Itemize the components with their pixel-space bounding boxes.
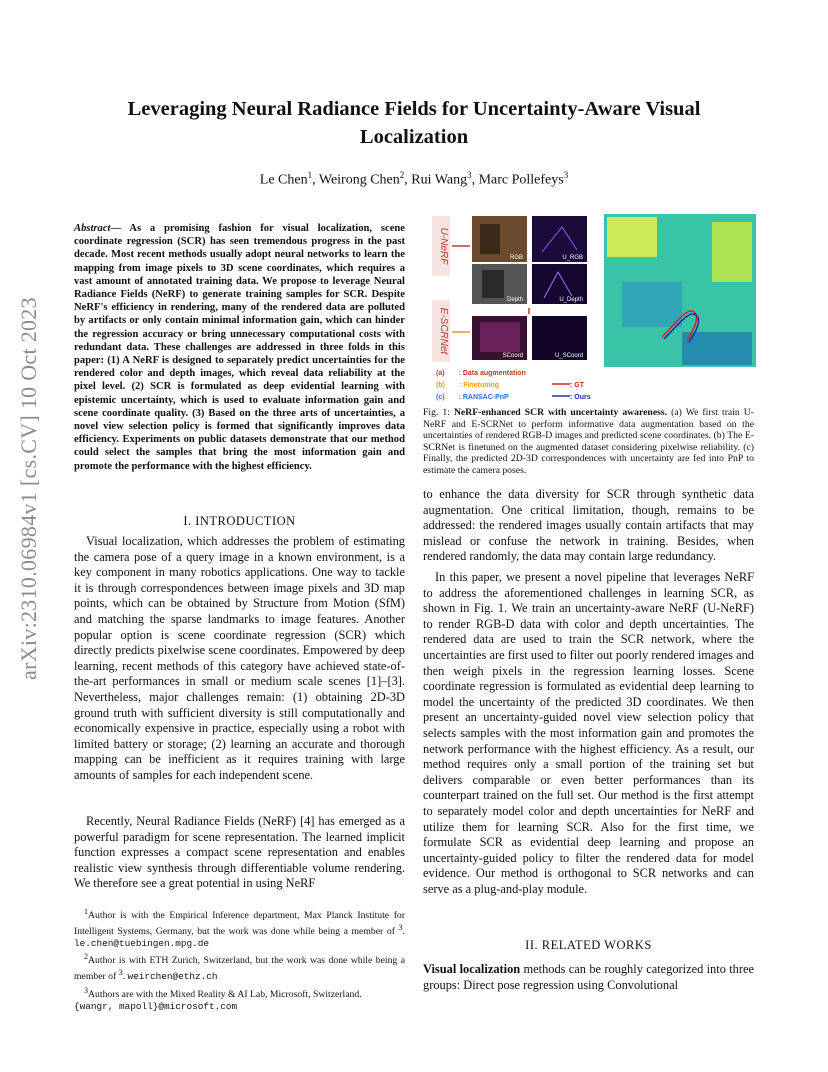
abstract-label: Abstract bbox=[74, 223, 111, 234]
scoord-tile-detail bbox=[480, 322, 520, 352]
tile-label: U_RGB bbox=[562, 255, 583, 261]
footnotes bbox=[74, 906, 405, 1012]
author-name: Weirong Chen bbox=[318, 172, 400, 188]
footnote-3: $^3$Authors are with the Mixed Reality & AI Lab, Microsoft, Switzerland. {wangr, mapoll}@microsoft.com bbox=[74, 985, 362, 1012]
u-nerf-side-label: U-NeRF bbox=[438, 227, 449, 265]
map-region bbox=[712, 222, 752, 282]
figure-caption bbox=[423, 407, 754, 477]
related-bold-term: Visual localization bbox=[423, 962, 521, 976]
intro-paragraph-2: Recently, Neural Radiance Fields (NeRF) [4] has emerged as a powerful paradigm for scene representation. The learned implicit function expresses a compact scene representation and enables realistic view synthesis through differentiable volume rendering. We therefore see a great potential in using NeRF bbox=[74, 814, 405, 891]
tile-label: U_Depth bbox=[559, 297, 583, 303]
author-affiliation: 2 bbox=[399, 170, 405, 180]
author-affiliation: 1 bbox=[307, 170, 313, 180]
legend-item: (b) : Finetuning bbox=[436, 382, 499, 389]
caption-text: (a) We first train U-NeRF and E-SCRNet to perform informative data augmentation based on the uncertainties of rendered RGB-D images and predicted scene coordinates. (b) The E-SCRNet is finetuned on the augmented dataset considering pixelwise reliability. (c) Finally, the predicted 2D-3D correspondences with uncertainty are fed into PnP to estimate the camera poses. bbox=[423, 407, 755, 476]
col2-paragraph-2: In this paper, we present a novel pipeline that leverages NeRF to address the aforementioned challenges in learning SCR, as shown in Fig. 1. We train an uncertainty-aware NeRF (U-NeRF) to render RGB-D data with color and depth uncertainties. The rendered data are used to train the SCR network, where the uncertainties are first used to filter out poorly rendered images and then weigh pixels in the regression learning losses. Scene coordinate regression is formulated as evidential deep learning to model the uncertainty of the predicted 3D coordinates. We then present an uncertainty-guided novel view selection policy that selects samples with the most information gain and promotes the network performance with the highest efficiency. As a result, our method requires only a small portion of the training set but delivers comparable or even better performances than its counterpart trained on the full set. Our method is the first attempt to separately model color and depth uncertainties for NeRF and utilize them for learning SCR. Also for the first time, we formulate SCR as evidential deep learning and propose an uncertainty-guided policy to filter the rendered data for model evidence. Our method is orthogonal to SCR networks and can serve as a plug-and-play module. bbox=[423, 570, 754, 896]
author-name: Le Chen bbox=[259, 172, 308, 188]
abstract bbox=[74, 222, 405, 473]
map-region bbox=[607, 217, 657, 257]
footnote-text: Author is with ETH Zurich, Switzerland, but the work was done while being a member of bbox=[74, 955, 405, 983]
footnote-text: Authors are with the Mixed Reality & AI Lab, Microsoft, Switzerland. bbox=[88, 989, 362, 1001]
tile-label: Depth bbox=[506, 297, 523, 303]
legend-item: (a) : Data augmentation bbox=[436, 370, 526, 377]
tile-label: SCoord bbox=[502, 353, 523, 359]
footnote-email: weirchen@ethz.ch bbox=[127, 971, 218, 983]
author-name: Rui Wang bbox=[411, 172, 468, 188]
caption-label: Fig. 1: bbox=[423, 407, 450, 418]
figure-1 bbox=[432, 212, 757, 402]
section-heading: II. RELATED WORKS bbox=[525, 938, 652, 952]
related-text: methods can be roughly categorized into three groups: Direct pose regression using Convolutional bbox=[423, 962, 754, 992]
abstract-text: — As a promising fashion for visual localization, scene coordinate regression (SCR) has seen tremendous progress in the past decade. Most recent methods usually adopt neural networks to learn the mapping from image pixels to 3D scene coordinates, which requires a vast amount of annotated training data. We propose to leverage Neural Radiance Fields (NeRF) to generate training samples for SCR. Despite NeRF's efficiency in rendering, many of the rendered data are polluted by artifacts or only contain minimal information gain, which can hinder the regression accuracy or bring unnecessary computational costs with redundant data. These challenges are addressed in three folds in this paper: (1) A NeRF is designed to separately predict uncertainties for the rendered color and depth images, which reveal data reliability at the pixel level. (2) SCR is formulated as deep evidential learning with epistemic uncertainty, which is used to evaluate information gain and scene coordinate quality. (3) Based on the three arts of uncertainties, a novel view selection policy is formed that significantly improves data efficiency. Experiments on public datasets demonstrate that our method could select the samples that bring the most information gain and promote the performance with the highest efficiency. bbox=[74, 223, 405, 472]
footnote-1: $^1$Author is with the Empirical Inference department, Max Planck Institute for Intelligent Systems, Germany, but the work was done while being a member of $^3$. le.chen@tuebingen.mpg.de bbox=[74, 907, 406, 949]
author-affiliation: 3 bbox=[563, 170, 569, 180]
map-region bbox=[622, 282, 682, 327]
caption-title: NeRF-enhanced SCR with uncertainty awareness. bbox=[453, 407, 668, 418]
footnote-2: $^2$Author is with ETH Zurich, Switzerland, but the work was done while being a member of $^3$. weirchen@ethz.ch bbox=[74, 952, 405, 983]
arxiv-stamp bbox=[6, 290, 46, 690]
e-scrnet-side-label: E-SCRNet bbox=[438, 307, 449, 355]
author-name: Marc Pollefeys bbox=[478, 172, 564, 188]
legend-item: (c) : RANSAC-PnP bbox=[436, 394, 509, 401]
col2-paragraph-1: to enhance the data diversity for SCR through synthetic data augmentation. One critical limitation, though, remains to be addressed: the rendered images usually contain artifacts that may mislead or confuse the network in training. Besides, when rendered randomly, the data may contain large redundancy. bbox=[423, 487, 754, 564]
footnote-email: {wangr, mapoll}@microsoft.com bbox=[74, 1000, 238, 1012]
related-works-paragraph bbox=[423, 962, 754, 993]
section-heading: I. INTRODUCTION bbox=[183, 514, 296, 528]
depth-tile-detail bbox=[482, 270, 504, 298]
legend-gt: : GT bbox=[570, 382, 584, 389]
paper-title: Leveraging Neural Radiance Fields for Uncertainty-Aware Visual Localization bbox=[127, 98, 701, 148]
footnote-email: le.chen@tuebingen.mpg.de bbox=[74, 937, 210, 949]
tile-label: RGB bbox=[509, 255, 523, 261]
arxiv-id: arXiv:2310.06984v1 [cs.CV] 10 Oct 2023 bbox=[16, 297, 41, 680]
author-list: Le Chen$^1$, Weirong Chen$^2$, Rui Wang$^3$, Marc Pollefeys$^3$ bbox=[259, 170, 569, 188]
author-affiliation: 3 bbox=[467, 170, 472, 180]
intro-paragraph-1: Visual localization, which addresses the problem of estimating the camera pose of a query image in a known environment, is a key component in many robotics applications. One way to tackle it is through correspondences between image pixels and 3D map points, which can be obtained by Structure from Motion (SfM) and matching the sparse landmarks to image features. Another popular option is scene coordinate regression (SCR) which directly predicts pixelwise scene coordinates. Empowered by deep learning, recent methods of this category have achieved state-of-the-art performances in small or medium scale scenes [1]–[3]. Nevertheless, major challenges remain: (1) obtaining 2D-3D ground truth with sufficient diversity is still computationally and economically expensive in practice, especially using a robot with limited battery or storage; (2) learning an accurate and thorough mapping can be inefficient as it requires training with large amounts of samples for each independent scene. bbox=[74, 534, 405, 782]
legend-ours: : Ours bbox=[570, 394, 591, 401]
tile-label: U_SCoord bbox=[554, 353, 583, 359]
rgb-tile-detail bbox=[480, 224, 500, 254]
footnote-text: Author is with the Empirical Inference department, Max Planck Institute for Intelligent Systems, Germany, but the work was done while being a member of bbox=[74, 910, 405, 938]
